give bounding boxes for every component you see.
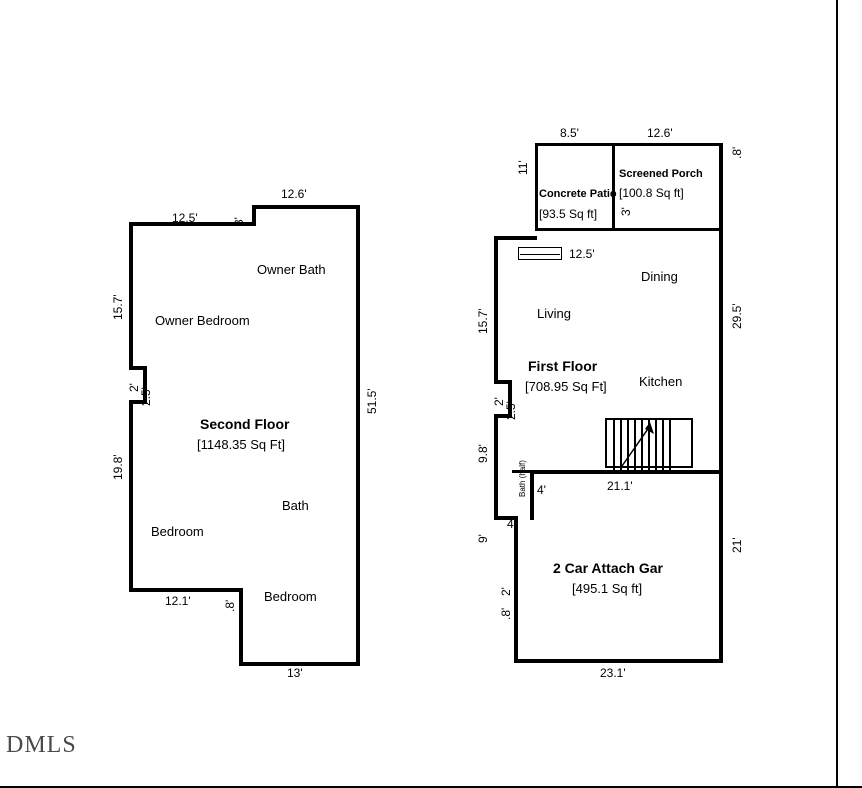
dim-sf-13: 13' bbox=[287, 666, 303, 680]
dim-ff-21-1: 21.1' bbox=[607, 479, 633, 493]
wall-sf-right bbox=[356, 205, 360, 666]
room-label-garage: 2 Car Attach Gar bbox=[553, 560, 663, 576]
dim-ff-21: 21' bbox=[730, 537, 744, 553]
room-label-bedroom-1: Bedroom bbox=[151, 524, 204, 539]
wall-ff-porch-left bbox=[535, 143, 538, 231]
dim-ff-4-bottom: 4' bbox=[507, 517, 516, 531]
room-area-concrete-patio: [93.5 Sq ft] bbox=[539, 207, 598, 221]
wall-ff-top-left bbox=[494, 236, 537, 240]
room-area-garage: [495.1 Sq ft] bbox=[572, 581, 643, 596]
watermark-dmls: DMLS bbox=[6, 732, 77, 758]
dim-ff-29-5: 29.5' bbox=[730, 303, 744, 329]
wall-ff-left-garage bbox=[514, 516, 518, 663]
room-label-half-bath: Bath (half) bbox=[518, 460, 527, 497]
dim-ff-3: 3' bbox=[619, 207, 633, 216]
dim-sf-51-5: 51.5' bbox=[365, 388, 379, 414]
first-floor-title: First Floor bbox=[528, 358, 598, 374]
room-label-owner-bath: Owner Bath bbox=[257, 262, 326, 277]
dim-sf-3ft: 3' bbox=[232, 217, 246, 226]
dim-ff-12-5: 12.5' bbox=[569, 247, 595, 261]
dim-sf-top-12-6: 12.6' bbox=[281, 187, 307, 201]
wall-ff-bottom bbox=[514, 659, 723, 663]
dim-ff-0-8-bottom: .8' bbox=[499, 607, 513, 620]
dim-ff-12-6: 12.6' bbox=[647, 126, 673, 140]
dim-ff-11: 11' bbox=[516, 160, 530, 175]
room-label-dining: Dining bbox=[641, 269, 678, 284]
dim-ff-2-bottom: 2' bbox=[499, 587, 513, 596]
dim-sf-0-8: .8' bbox=[223, 599, 237, 612]
room-label-kitchen: Kitchen bbox=[639, 374, 683, 389]
room-label-bath: Bath bbox=[282, 498, 309, 513]
wall-sf-left-upper bbox=[129, 222, 133, 370]
dim-ff-2-5: 2.5' bbox=[504, 401, 518, 420]
dim-ff-8-5: 8.5' bbox=[560, 126, 579, 140]
wall-ff-left-bath bbox=[494, 414, 498, 520]
window-icon-living bbox=[518, 247, 562, 260]
page-border-right bbox=[836, 0, 838, 788]
wall-ff-bath-right bbox=[530, 470, 534, 520]
room-label-screened-porch: Screened Porch bbox=[619, 168, 703, 180]
dim-sf-2-5ft: 2.5' bbox=[139, 387, 153, 406]
wall-sf-left-lower bbox=[129, 400, 133, 592]
second-floor-title: Second Floor bbox=[200, 416, 290, 432]
wall-ff-porch-top bbox=[535, 143, 723, 146]
wall-ff-porch-divider bbox=[612, 143, 615, 231]
dim-sf-19-8: 19.8' bbox=[111, 454, 125, 480]
first-floor-area: [708.95 Sq Ft] bbox=[525, 379, 607, 394]
dim-ff-porch-0-8: .8' bbox=[730, 146, 744, 159]
wall-sf-bottom-left bbox=[129, 588, 243, 592]
room-label-living: Living bbox=[537, 306, 571, 321]
dim-ff-23-1: 23.1' bbox=[600, 666, 626, 680]
room-area-screened-porch: [100.8 Sq ft] bbox=[619, 186, 684, 200]
room-label-concrete-patio: Concrete Patio bbox=[539, 188, 617, 200]
room-label-owner-bedroom: Owner Bedroom bbox=[155, 313, 250, 328]
wall-sf-top-right bbox=[255, 205, 360, 209]
dim-ff-9: 9' bbox=[476, 534, 490, 543]
stairs-direction-arrow bbox=[620, 420, 660, 468]
dim-ff-4-top: 4' bbox=[537, 483, 546, 497]
second-floor-area: [1148.35 Sq Ft] bbox=[197, 437, 285, 452]
wall-sf-diagonal-step bbox=[252, 205, 256, 226]
dim-sf-2ft: 2' bbox=[127, 383, 141, 392]
dim-sf-15-7: 15.7' bbox=[111, 294, 125, 320]
wall-ff-garage-top bbox=[530, 470, 720, 474]
dim-sf-12-1: 12.1' bbox=[165, 594, 191, 608]
wall-ff-left-upper bbox=[494, 236, 498, 384]
dim-ff-15-7: 15.7' bbox=[476, 308, 490, 334]
dim-ff-9-8: 9.8' bbox=[476, 444, 490, 463]
room-label-bedroom-2: Bedroom bbox=[264, 589, 317, 604]
dim-sf-top-12-5: 12.5' bbox=[172, 211, 198, 225]
wall-sf-step-right bbox=[239, 588, 243, 666]
wall-ff-porch-bottom bbox=[535, 228, 723, 231]
dim-ff-2: 2' bbox=[492, 397, 506, 406]
wall-ff-right bbox=[719, 143, 723, 663]
